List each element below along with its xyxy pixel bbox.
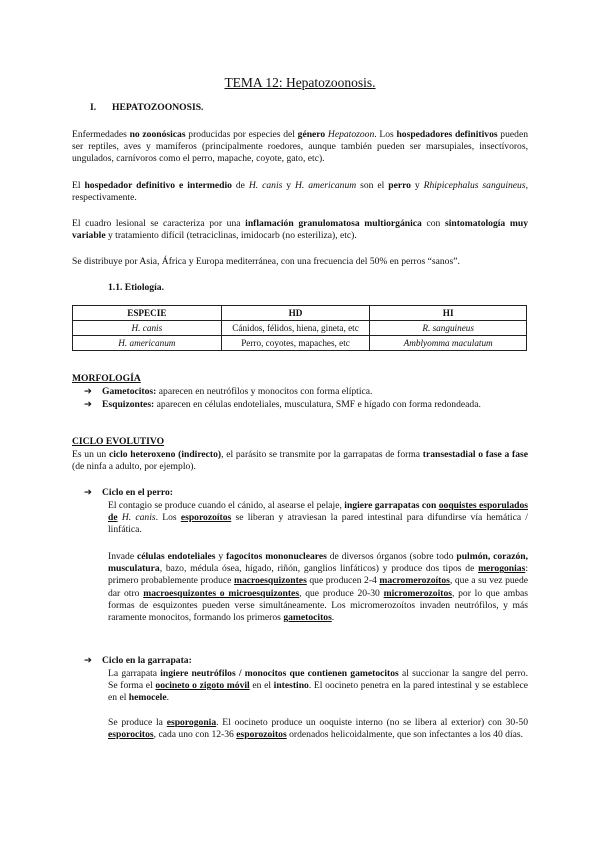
- section-label: HEPATOZOONOSIS.: [112, 102, 204, 113]
- paragraph-lesions: El cuadro lesional se caracteriza por una inflamación granulomatosa multiorgánica con sintomatología muy variable y tratamiento difícil (tetraciclinas, imidocarb (no esteriliza), etc).: [72, 218, 528, 242]
- paragraph-distribution: Se distribuye por Asia, África y Europa mediterránea, con una frecuencia del 50% en perros “sanos”.: [72, 256, 460, 267]
- list-item: ➔ Esquizontes: aparecen en células endoteliales, musculatura, SMF e hígado con forma redondeada.: [84, 399, 481, 410]
- table-cell: H. canis: [73, 321, 222, 336]
- subsection-etiologia: 1.1. Etiología.: [108, 282, 164, 293]
- paragraph-perro-2: Invade células endoteliales y fagocitos mononucleares de diversos órganos (sobre todo pulmón, corazón, musculatura, bazo, médula ósea, hígado, riñón, ganglios linfáticos) y produce dos tipos de merogonias: primero probablemente produce macroesquizontes que producen 2-4 macromerozoítos, que a su vez puede dar otro macroesquizontes o microesquizontes, que produce 20-30 micromerozoitos, por lo que ambas formas de esquizontes pueden verse simultáneamente. Los micromerozoítos invaden neutrófilos, y más raramente monocitos, formando los primeros gametocitos.: [108, 551, 529, 624]
- paragraph-perro-1: El contagio se produce cuando el cánido, al asearse el pelaje, ingiere garrapatas con ooquistes esporulados de H. canis. Los esporozoítos se liberan y atraviesan la pared intestinal para difundirse vía hemática / linfática.: [108, 500, 529, 536]
- table-cell: Perro, coyotes, mapaches, etc: [221, 336, 370, 351]
- paragraph-hosts: El hospedador definitivo e intermedio de H. canis y H. americanum son el perro y Rhipicephalus sanguineus, respectivamente.: [72, 180, 528, 204]
- ciclo-garrapata-label: ➔ Ciclo en la garrapata:: [84, 655, 192, 666]
- paragraph-garrapata-1: La garrapata ingiere neutrófilos / monocitos que contienen gametocitos al succionar la sangre del perro. Se forma el oocineto o zigoto móvil en el intestino. El oocineto penetra en la pared intestinal y se establece en el hemocele.: [108, 668, 528, 704]
- table-cell: Amblyomma maculatum: [370, 336, 527, 351]
- table-cell: Cánidos, félidos, hiena, gineta, etc: [221, 321, 370, 336]
- arrow-icon: ➔: [84, 399, 93, 410]
- page-title: TEMA 12: Hepatozoonosis.: [224, 75, 376, 90]
- arrow-icon: ➔: [84, 386, 93, 397]
- etiology-table: [72, 305, 527, 351]
- table-row: [73, 321, 527, 336]
- table-header: HI: [370, 306, 527, 321]
- arrow-icon: ➔: [84, 487, 93, 498]
- table-cell: H. americanum: [73, 336, 222, 351]
- paragraph-garrapata-2: Se produce la esporogonia. El oocineto produce un ooquiste interno (no se libera al exterior) con 30-50 esporocitos, cada uno con 12-36 esporozoitos ordenados helicoidalmente, que son infectantes a los 40 días.: [108, 717, 528, 741]
- paragraph-ciclo-intro: Es un un ciclo heteroxeno (indirecto), el parásito se transmite por la garrapatas de forma transestadial o fase a fase (de ninfa a adulto, por ejemplo).: [72, 449, 528, 473]
- arrow-icon: ➔: [84, 655, 93, 666]
- ciclo-perro-label: ➔ Ciclo en el perro:: [84, 487, 173, 498]
- list-item: ➔ Gametocitos: aparecen en neutrófilos y monocitos con forma elíptica.: [84, 386, 373, 397]
- paragraph-intro: Enfermedades no zoonósicas producidas por especies del género Hepatozoon. Los hospedadores definitivos pueden ser reptiles, aves y mamíferos (principalmente roedores, aunque también pueden ser marsupiales, insectívoros, ungulados, carnívoros como el perro, mapache, coyote, gato, etc).: [72, 129, 529, 165]
- table-header: ESPECIE: [73, 306, 222, 321]
- ciclo-heading: CICLO EVOLUTIVO: [72, 436, 165, 447]
- table-header: HD: [221, 306, 370, 321]
- morfologia-heading: MORFOLOGÍA: [72, 373, 141, 384]
- table-cell: R. sanguineus: [370, 321, 527, 336]
- table-row: [73, 336, 527, 351]
- table-header-row: [73, 306, 527, 321]
- section-heading: [90, 102, 203, 114]
- section-number: I.: [90, 102, 97, 113]
